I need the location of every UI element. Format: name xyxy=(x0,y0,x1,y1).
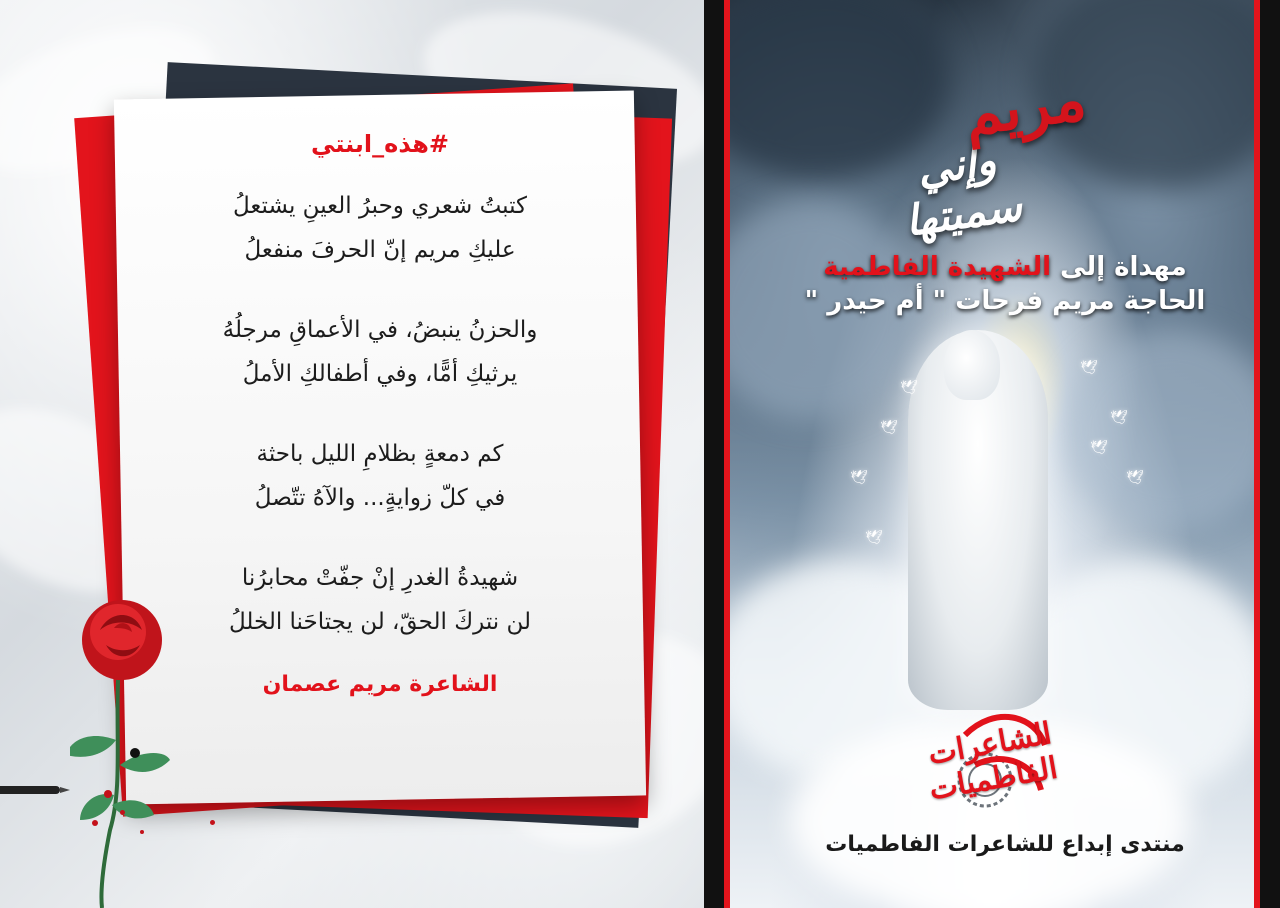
dove-icon: 🕊 xyxy=(1126,470,1144,486)
pen-tip xyxy=(60,787,70,793)
poster-title-name: مريم xyxy=(959,63,1091,151)
dove-icon: 🕊 xyxy=(1090,440,1108,456)
stanza-1 xyxy=(130,184,630,272)
logo-emblem-icon xyxy=(925,695,1061,815)
forum-name: منتدى إبداع للشاعرات الفاطميات xyxy=(825,832,1185,857)
red-splash xyxy=(104,790,112,798)
verse-line: لن نتركَ الحقّ، لن يجتاحَنا الخللُ xyxy=(228,609,532,635)
red-splash xyxy=(210,820,215,825)
poet-name: الشاعرة مريم عصمان xyxy=(262,672,498,697)
dedication-prefix: مهداة إلى xyxy=(1060,252,1187,282)
poem-text xyxy=(130,130,630,697)
red-splash xyxy=(140,830,144,834)
verse-line: كم دمعةٍ بظلامِ الليل باحثة xyxy=(256,441,504,467)
verse-line: يرثيكِ أمًّا، وفي أطفالكِ الأملُ xyxy=(242,361,518,387)
poster-title-prefix: وإني سميتها xyxy=(902,135,1025,246)
verse-line: عليكِ مريم إنّ الحرفَ منفعلُ xyxy=(244,237,516,263)
red-splash xyxy=(92,820,98,826)
dove-icon: 🕊 xyxy=(865,530,883,546)
stanza-3 xyxy=(130,432,630,520)
pen-icon xyxy=(0,786,60,794)
veiled-figure-head xyxy=(944,330,1000,400)
dove-icon: 🕊 xyxy=(1080,360,1098,376)
dedication xyxy=(790,250,1220,318)
dedication-highlight: الشهيدة الفاطمية xyxy=(823,252,1052,282)
stanza-4 xyxy=(130,556,630,644)
dove-icon: 🕊 xyxy=(1110,410,1128,426)
verse-line: والحزنُ ينبضُ، في الأعماقِ مرجلُهُ xyxy=(222,317,538,343)
dove-icon: 🕊 xyxy=(900,380,918,396)
dedication-line-1 xyxy=(790,250,1220,284)
poster-panel xyxy=(704,0,1280,908)
poem-hashtag: #هذه_ابنتي xyxy=(311,130,449,158)
poster-artwork xyxy=(730,0,1254,908)
red-splash xyxy=(120,810,125,815)
verse-line: في كلّ زوايةٍ... والآهُ تتّصلُ xyxy=(254,485,506,511)
dove-icon: 🕊 xyxy=(880,420,898,436)
logo-text: الشاعرات الفاطميات xyxy=(925,715,1061,808)
ink-blot xyxy=(130,748,140,758)
verse-line: كتبتُ شعري وحبرُ العينِ يشتعلُ xyxy=(233,193,527,219)
dedication-line-2: الحاجة مريم فرحات " أم حيدر " xyxy=(804,286,1206,316)
stanza-2 xyxy=(130,308,630,396)
dove-icon: 🕊 xyxy=(850,470,868,486)
verse-line: شهيدةُ الغدرِ إنْ جفّتْ محابرُنا xyxy=(241,565,519,591)
